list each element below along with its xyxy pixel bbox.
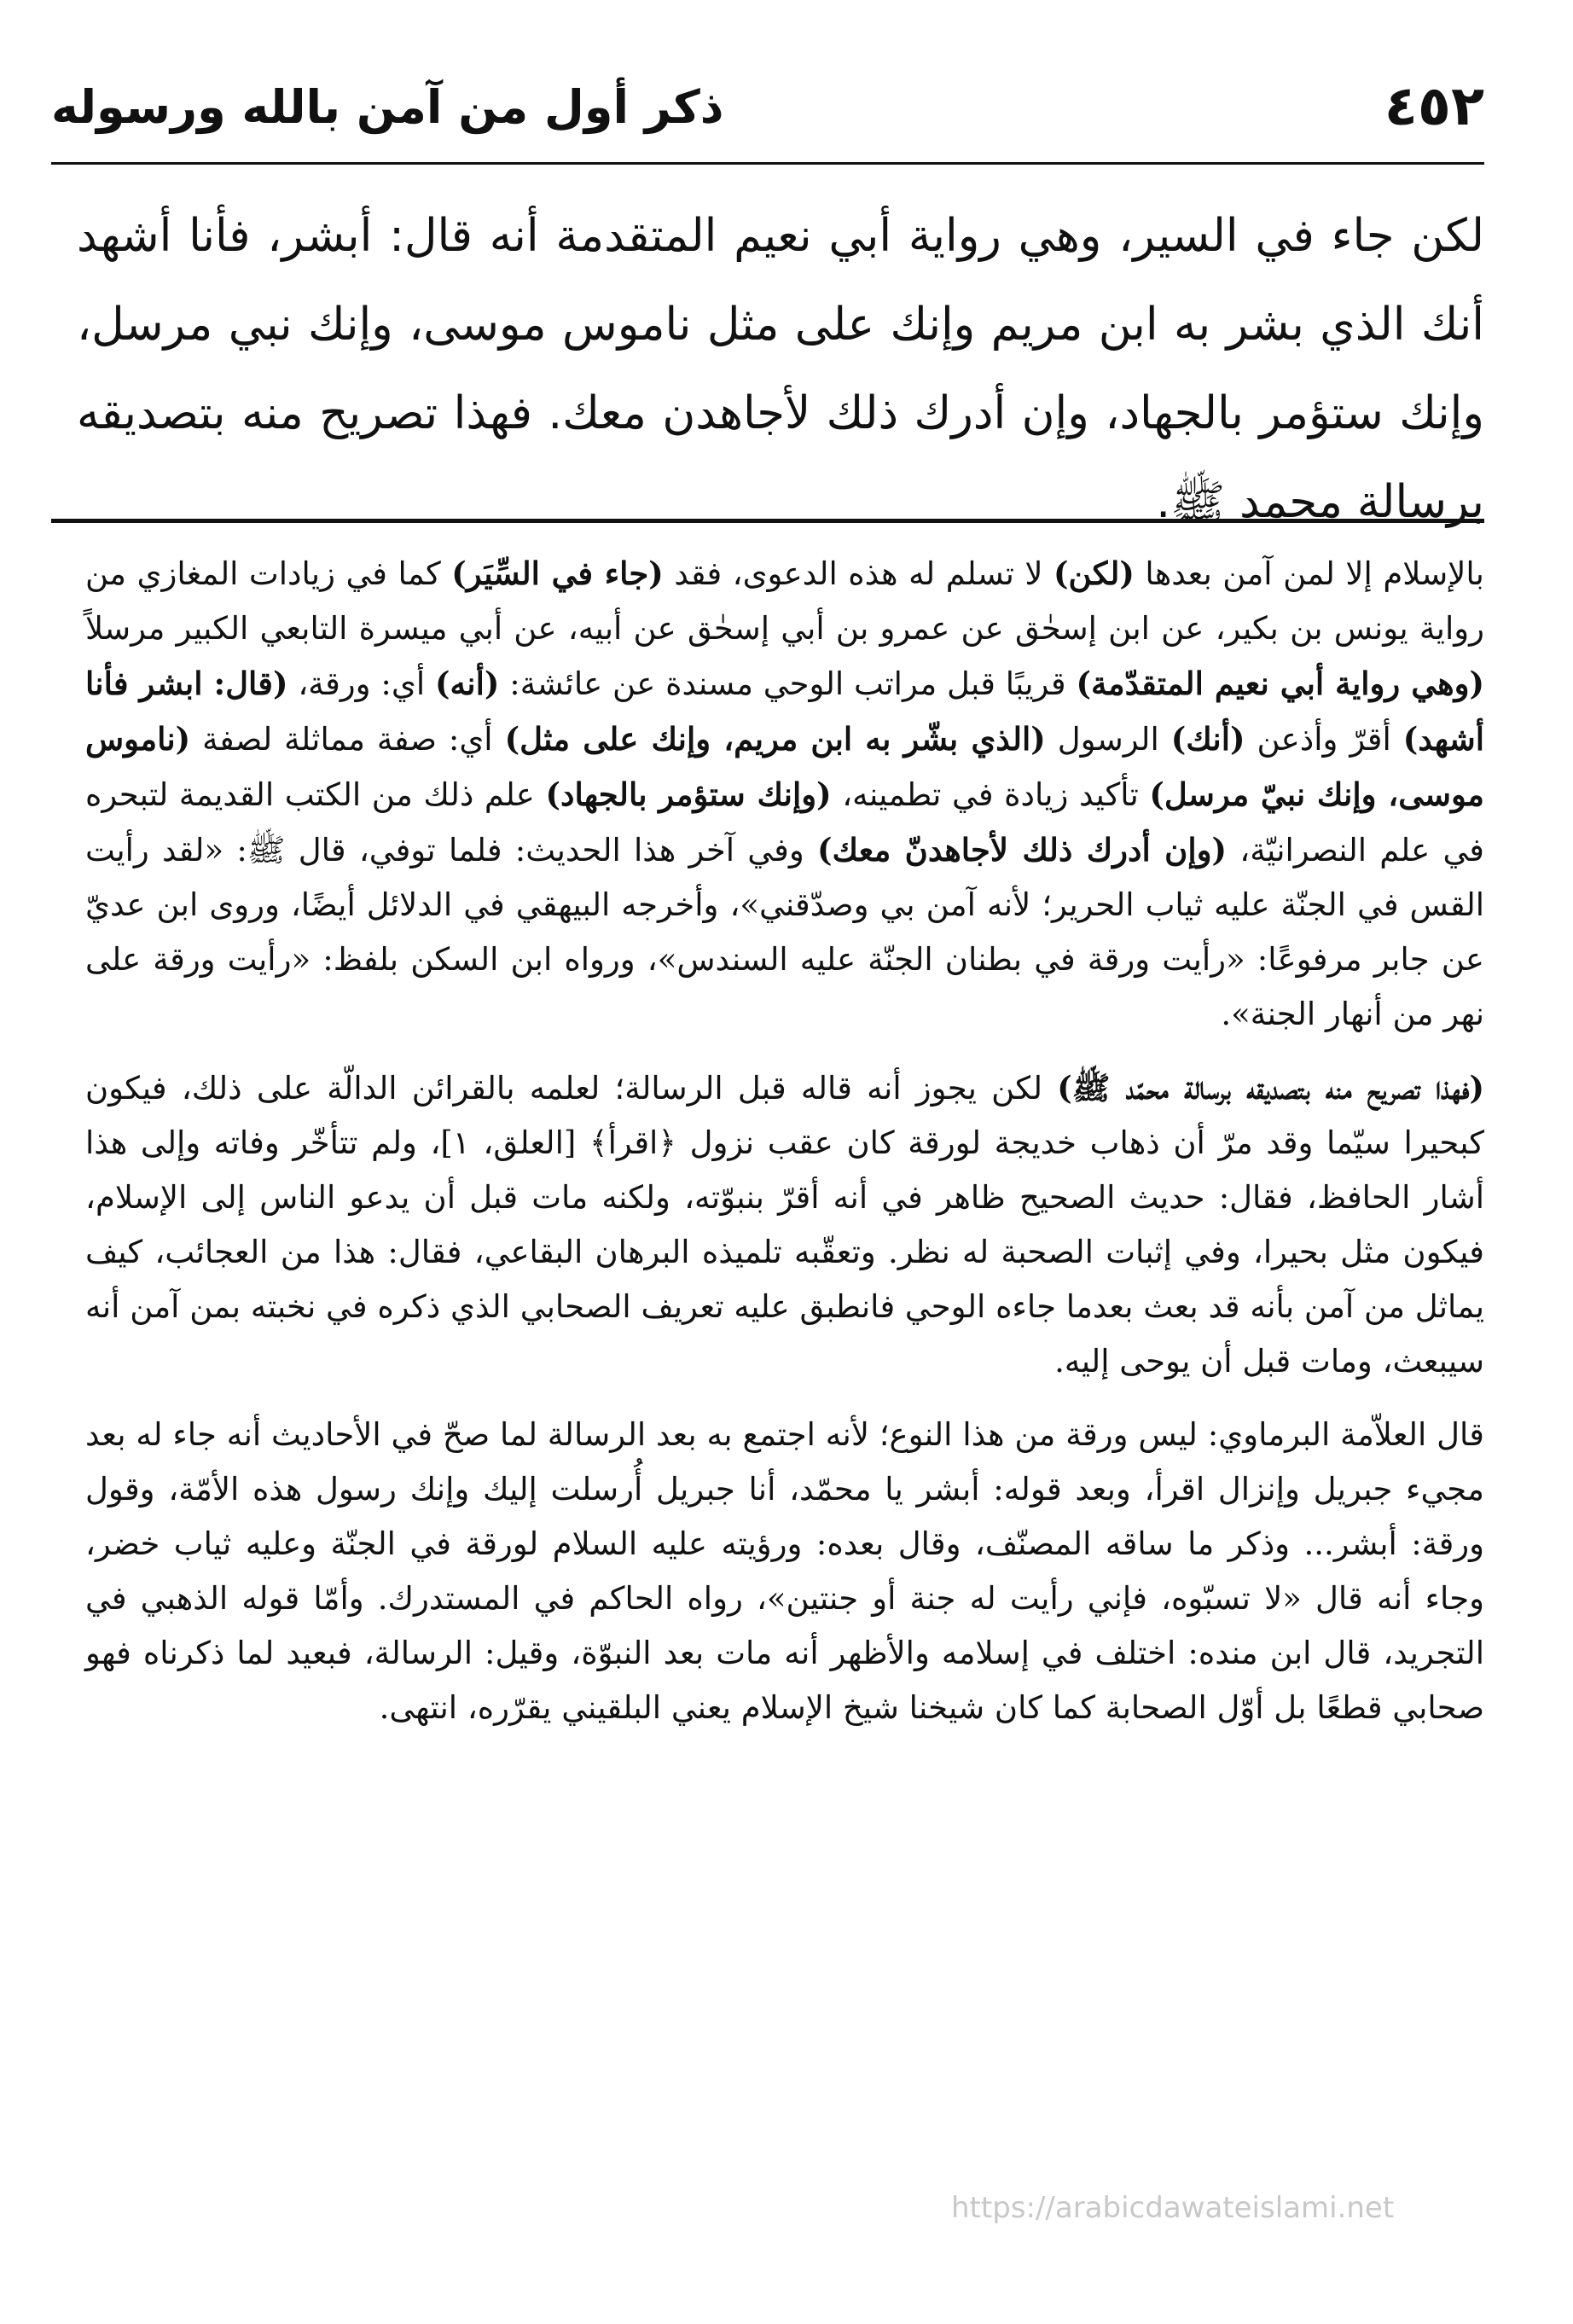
commentary-text: أي: ورقة،	[287, 665, 435, 702]
commentary-text: وفي آخر هذا الحديث: فلما توفي، قال ﷺ: «لقد رأيت القس في الجنّة عليه ثياب الحرير؛ لأنه آمن بي وصدّقني»، وأخرجه البيهقي في الدلائل أيضًا، وروى ابن عديّ عن جابر مرفوعًا: «رأيت ورقة في بطنان الجنّة عليه السندس»، ورواه ابن السكن بلفظ: «رأيت ورقة على نهر من أنهار الجنة».	[85, 832, 1484, 1032]
commentary-text: الرسول	[1045, 721, 1171, 758]
main-text: لكن جاء في السير، وهي رواية أبي نعيم المتقدمة أنه قال: أبشر، فأنا أشهد أنك الذي بشر به ابن مريم وإنك على مثل ناموس موسى، وإنك نبي مرسل، وإنك ستؤمر بالجهاد، وإن أدرك ذلك لأجاهدن معك. فهذا تصريح منه بتصديقه برسالة محمد ﷺ.	[77, 210, 1484, 528]
quoted-matn-phrase: (أنه)	[434, 665, 500, 702]
quoted-matn-phrase: (لكن)	[1054, 555, 1135, 592]
commentary-text: أي: صفة مماثلة لصفة	[190, 721, 505, 758]
commentary-text: تأكيد زيادة في تطمينه،	[831, 776, 1150, 813]
page-header	[51, 60, 1484, 154]
commentary-paragraph	[85, 1408, 1484, 1735]
page-number: ٤٥٢	[1384, 75, 1484, 138]
commentary-paragraph	[85, 546, 1484, 1042]
commentary-text: قريبًا قبل مراتب الوحي مسندة عن عائشة:	[499, 665, 1077, 702]
quoted-matn-phrase: (وإنك ستؤمر بالجهاد)	[545, 776, 832, 813]
running-title: ذكر أول من آمن بالله ورسوله	[51, 79, 724, 134]
watermark: https://arabicdawateislami.net	[951, 2191, 1395, 2225]
commentary	[85, 546, 1484, 1754]
commentary-text: لكن يجوز أنه قاله قبل الرسالة؛ لعلمه بالقرائن الدالّة على ذلك، فيكون كبحيرا سيّما وقد مرّ أن ذهاب خديجة لورقة كان عقب نزول ﴿اقرأ﴾ [العلق، ١]، ولم تتأخّر وفاته وإلى هذا أشار الحافظ، فقال: حديث الصحيح ظاهر في أنه أقرّ بنبوّته، ولكنه مات قبل أن يدعو الناس إلى الإسلام، فيكون مثل بحيرا، وفي إثبات الصحبة له نظر. وتعقّبه تلميذه البرهان البقاعي، فقال: هذا من العجائب، كيف يماثل من آمن بأنه قد بعث بعدما جاءه الوحي فانطبق عليه تعريف الصحابي الذي ذكره في نخبته بمن آمن أنه سيبعث، ومات قبل أن يوحى إليه.	[85, 1070, 1484, 1380]
commentary-text: لا تسلم له هذه الدعوى، فقد	[663, 555, 1054, 592]
quoted-matn-phrase: (ناموس موسى، وإنك نبيّ مرسل)	[85, 720, 1484, 813]
commentary-text: أقرّ وأذعن	[1245, 721, 1403, 758]
quoted-matn-phrase: (وهي رواية أبي نعيم المتقدّمة)	[1076, 665, 1484, 702]
quoted-matn-phrase: (أنك)	[1170, 720, 1245, 758]
quoted-matn-phrase: (جاء في السِّيَر)	[451, 555, 664, 592]
commentary-text: علم ذلك من الكتب القديمة لتبحره في علم النصرانيّة،	[85, 776, 1484, 869]
commentary-paragraph	[85, 1060, 1484, 1389]
quoted-matn-phrase: (قال: ابشر فأنا أشهد)	[85, 665, 1484, 758]
commentary-text: قال العلاّمة البرماوي: ليس ورقة من هذا النوع؛ لأنه اجتمع به بعد الرسالة لما صحّ في الأحاديث أنه جاء له بعد مجيء جبريل وإنزال اقرأ، وبعد قوله: أبشر يا محمّد، أنا جبريل أُرسلت إليك وإنك رسول هذه الأمّة، وقول ورقة: أبشر... وذكر ما ساقه المصنّف، وقال بعده: ورؤيته عليه السلام لورقة في الجنّة وعليه ثياب خضر، وجاء أنه قال «لا تسبّوه، فإني رأيت له جنة أو جنتين»، رواه الحاكم في المستدرك. وأمّا قوله الذهبي في التجريد، قال ابن منده: اختلف في إسلامه والأظهر أنه مات بعد النبوّة، وقيل: الرسالة، فبعيد لما ذكرناه فهو صحابي قطعًا بل أوّل الصحابة كما كان شيخنا شيخ الإسلام يعني البلقيني يقرّره، انتهى.	[85, 1416, 1484, 1726]
quoted-matn-phrase: (وإن أدرك ذلك لأجاهدنّ معك)	[816, 831, 1228, 869]
quoted-matn-phrase: (الذي بشّر به ابن مريم، وإنك على مثل)	[504, 720, 1046, 758]
header-divider	[51, 162, 1484, 165]
section-divider	[51, 519, 1484, 523]
commentary-text: كما في زيادات المغازي من رواية يونس بن بكير، عن ابن إسحٰق عن عمرو بن أبي إسحٰق عن أبيه، عن أبي ميسرة التابعي الكبير مرسلاً	[85, 555, 1484, 647]
commentary-text: بالإسلام إلا لمن آمن بعدها	[1134, 555, 1484, 592]
quoted-matn-phrase: (فهذا تصريح منه بتصديقه برسالة محمّد ﷺ)	[1057, 1069, 1484, 1107]
